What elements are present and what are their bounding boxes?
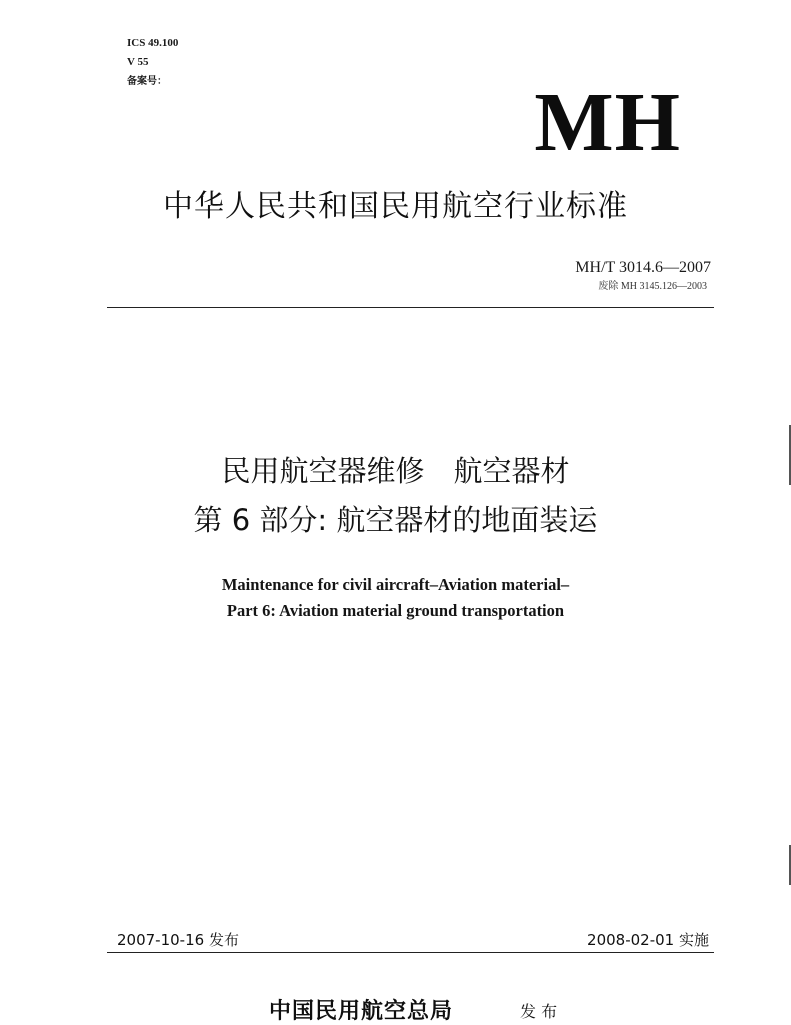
replaces-note: 废除 MH 3145.126—2003 [598,281,707,292]
mh-logo: MH [534,76,681,169]
implementation-date: 2008-02-01 实施 [587,931,709,949]
ics-code: ICS 49.100 [127,37,179,49]
chinese-title-line-2: 第 6 部分: 航空器材的地面装运 [193,503,598,537]
standard-title: 中华人民共和国民用航空行业标准 [163,189,628,224]
english-title-line-2: Part 6: Aviation material ground transportation [226,601,565,620]
chinese-title-line-1: 民用航空器维修 航空器材 [221,454,570,488]
standard-number: MH/T 3014.6—2007 [575,259,711,276]
issuing-authority-suffix: 发 布 [520,1002,558,1021]
english-title-line-1: Maintenance for civil aircraft–Aviation material– [221,575,570,594]
ccs-code: V 55 [127,56,149,68]
bottom-divider [107,952,714,953]
issue-date: 2007-10-16 发布 [117,931,239,949]
issuing-authority: 中国民用航空总局 [269,998,454,1024]
filing-number-label: 备案号： [127,76,167,87]
top-divider [107,307,714,308]
